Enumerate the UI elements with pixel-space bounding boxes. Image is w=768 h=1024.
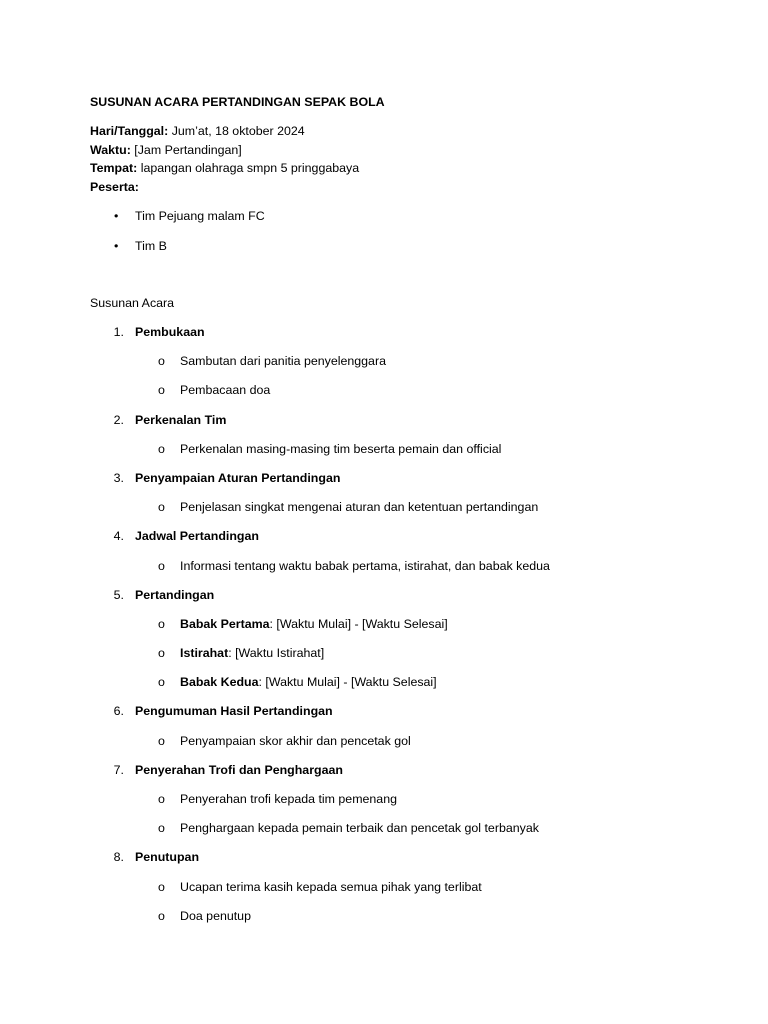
sub-item [90, 908, 730, 937]
sub-item [90, 558, 730, 587]
sub-item [90, 674, 730, 703]
agenda-item [90, 762, 730, 791]
list-item [90, 208, 690, 238]
sub-detail: : [Waktu Mulai] - [Waktu Selesai] [269, 616, 448, 631]
sub-item [90, 382, 730, 411]
peserta-name: Tim B [135, 238, 167, 253]
sub-text: Ucapan terima kasih kepada semua pihak yang terlibat [180, 879, 482, 894]
item-title: Penutupan [135, 850, 200, 865]
circle-bullet-icon: o [158, 908, 165, 923]
agenda-item [90, 470, 730, 499]
tanggal-label: Hari/Tanggal: [90, 124, 169, 138]
sub-text [180, 645, 324, 661]
item-title: Pengumuman Hasil Pertandingan [135, 704, 333, 719]
item-title: Perkenalan Tim [135, 412, 227, 427]
event-info [90, 123, 359, 197]
peserta-name: Tim Pejuang malam FC [135, 209, 265, 223]
sub-term: Babak Pertama [180, 616, 270, 631]
sub-item [90, 820, 730, 849]
peserta-row [90, 179, 359, 198]
section-title: Susunan Acara [90, 296, 175, 310]
waktu-label: Waktu: [90, 142, 131, 157]
circle-bullet-icon: o [158, 792, 165, 806]
circle-bullet-icon: o [158, 879, 165, 894]
circle-bullet-icon: o [158, 500, 165, 515]
item-title: Jadwal Pertandingan [135, 529, 259, 544]
item-title: Pembukaan [135, 325, 205, 339]
sub-item [90, 353, 730, 382]
circle-bullet-icon: o [158, 354, 165, 369]
item-title: Pertandingan [135, 587, 215, 602]
item-number: 8. [113, 850, 124, 865]
sub-item [90, 645, 730, 674]
sub-text: Doa penutup [180, 908, 251, 923]
circle-bullet-icon: o [158, 733, 165, 748]
waktu-row [90, 142, 359, 161]
sub-text: Penyampaian skor akhir dan pencetak gol [180, 733, 411, 748]
circle-bullet-icon: o [158, 383, 165, 398]
agenda-item [90, 412, 730, 441]
tanggal-row [90, 123, 359, 142]
sub-text: Perkenalan masing-masing tim beserta pemain dan official [180, 441, 502, 456]
sub-term: Babak Kedua [180, 675, 259, 690]
circle-bullet-icon: o [158, 821, 165, 836]
document-title: SUSUNAN ACARA PERTANDINGAN SEPAK BOLA [90, 95, 385, 109]
sub-text: Penyerahan trofi kepada tim pemenang [180, 792, 397, 806]
agenda-list [90, 324, 730, 937]
circle-bullet-icon: o [158, 441, 165, 456]
agenda-item [90, 528, 730, 557]
waktu-value: [Jam Pertandingan] [130, 142, 242, 157]
peserta-label: Peserta: [90, 179, 139, 194]
sub-detail: : [Waktu Mulai] - [Waktu Selesai] [258, 675, 437, 690]
agenda-item [90, 587, 730, 616]
sub-text [180, 616, 448, 632]
sub-item [90, 616, 730, 645]
sub-text: Sambutan dari panitia penyelenggara [180, 354, 386, 369]
item-number: 5. [113, 587, 124, 602]
agenda-item [90, 849, 730, 878]
bullet-icon: • [114, 238, 119, 253]
peserta-list [90, 208, 690, 267]
circle-bullet-icon: o [158, 646, 165, 661]
tempat-value: lapangan olahraga smpn 5 pringgabaya [137, 161, 360, 176]
item-number: 3. [113, 470, 124, 485]
item-title: Penyerahan Trofi dan Penghargaan [135, 762, 343, 777]
item-number: 7. [113, 762, 124, 777]
tanggal-value: Jum’at, 18 oktober 2024 [168, 124, 305, 138]
item-number: 4. [113, 529, 124, 544]
list-item [90, 238, 690, 268]
bullet-icon: • [114, 209, 119, 223]
sub-item [90, 441, 730, 470]
tempat-label: Tempat: [90, 161, 138, 176]
agenda-item [90, 324, 730, 353]
circle-bullet-icon: o [158, 616, 165, 631]
sub-text: Penghargaan kepada pemain terbaik dan pencetak gol terbanyak [180, 821, 539, 836]
sub-text [180, 674, 437, 690]
sub-text: Penjelasan singkat mengenai aturan dan ketentuan pertandingan [180, 500, 539, 515]
item-number: 2. [113, 412, 124, 427]
circle-bullet-icon: o [158, 558, 165, 573]
sub-text: Informasi tentang waktu babak pertama, istirahat, dan babak kedua [180, 558, 550, 573]
item-title: Penyampaian Aturan Pertandingan [135, 470, 341, 485]
tempat-row [90, 160, 359, 179]
item-number: 6. [113, 704, 124, 719]
agenda-item [90, 703, 730, 732]
sub-detail: : [Waktu Istirahat] [228, 646, 325, 661]
circle-bullet-icon: o [158, 675, 165, 690]
sub-item [90, 499, 730, 528]
item-number: 1. [113, 325, 124, 339]
sub-text: Pembacaan doa [180, 383, 271, 398]
sub-item [90, 791, 730, 820]
sub-item [90, 879, 730, 908]
sub-item [90, 733, 730, 762]
sub-term: Istirahat [180, 646, 229, 661]
